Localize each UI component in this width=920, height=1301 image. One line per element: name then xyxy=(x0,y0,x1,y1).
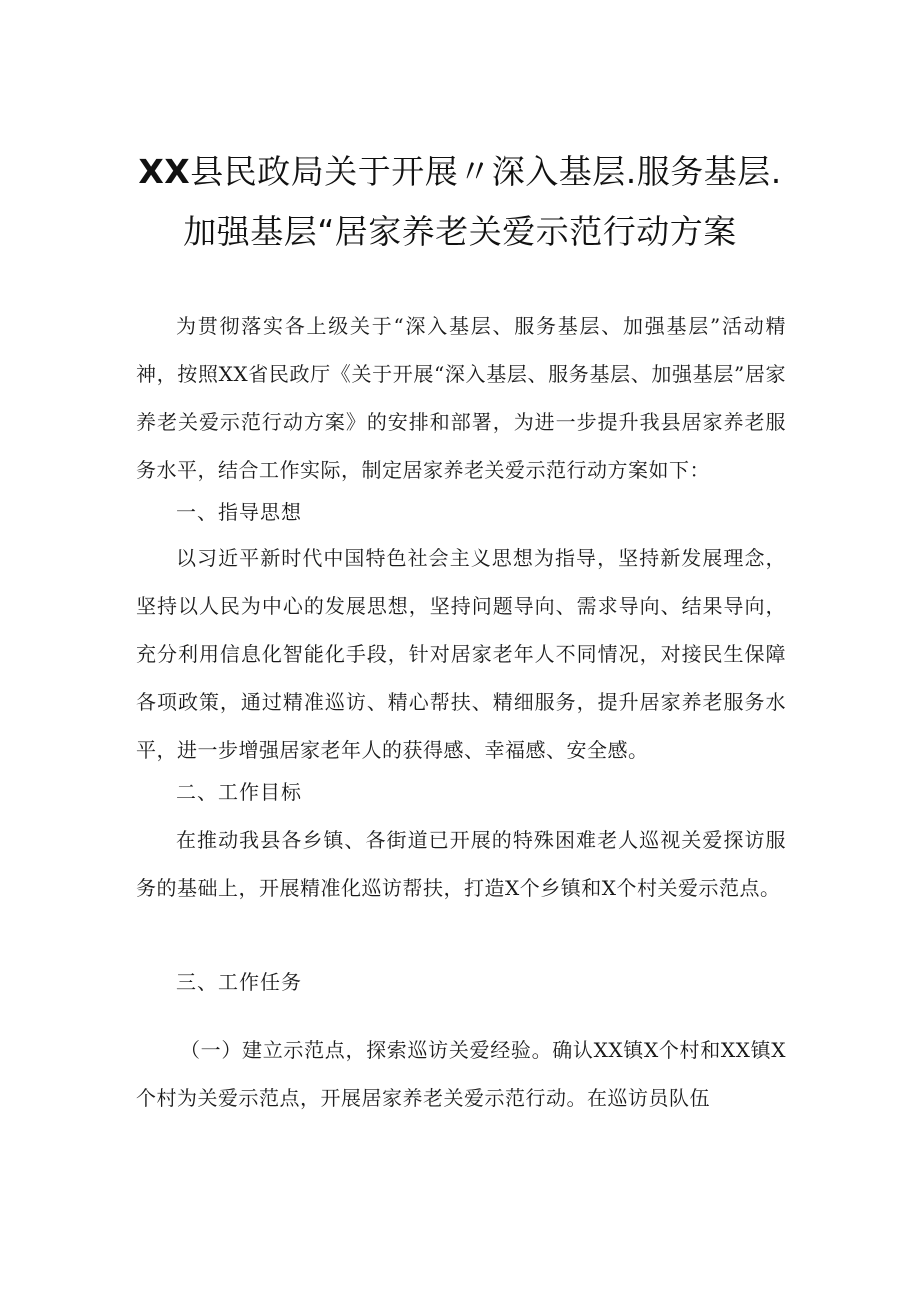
document-title-line-1 xyxy=(0,152,920,192)
section-body-work-goals: 在推动我县各乡镇、各街道已开展的特殊困难老人巡视关爱探访服务的基础上，开展精准化巡访帮扶，打造X个乡镇和X个村关爱示范点。 xyxy=(136,828,786,900)
section-heading-guiding-ideology: 一、指导思想 xyxy=(176,500,302,524)
document-title-line-2: 加强基层“居家养老关爱示范行动方案 xyxy=(183,212,737,251)
title-line-1-text: 县民政局关于开展〃深入基层.服务基层. xyxy=(190,152,782,191)
title-prefix: XX xyxy=(138,152,191,191)
section-body-work-tasks: （一）建立示范点，探索巡访关爱经验。确认XX镇X个村和XX镇X个村为关爱示范点，开展居家养老关爱示范行动。在巡访员队伍 xyxy=(136,1038,786,1110)
intro-paragraph: 为贯彻落实各上级关于“深入基层、服务基层、加强基层”活动精神，按照XX省民政厅《关于开展“深入基层、服务基层、加强基层”居家养老关爱示范行动方案》的安排和部署，为进一步提升我县居家养老服务水平，结合工作实际，制定居家养老关爱示范行动方案如下： xyxy=(136,314,786,482)
section-body-guiding-ideology: 以习近平新时代中国特色社会主义思想为指导，坚持新发展理念，坚持以人民为中心的发展思想，坚持问题导向、需求导向、结果导向，充分利用信息化智能化手段，针对居家老年人不同情况，对接民生保障各项政策，通过精准巡访、精心帮扶、精细服务，提升居家养老服务水平，进一步增强居家老年人的获得感、幸福感、安全感。 xyxy=(136,546,786,762)
section-heading-work-goals: 二、工作目标 xyxy=(176,780,302,804)
section-heading-work-tasks: 三、工作任务 xyxy=(176,970,302,994)
